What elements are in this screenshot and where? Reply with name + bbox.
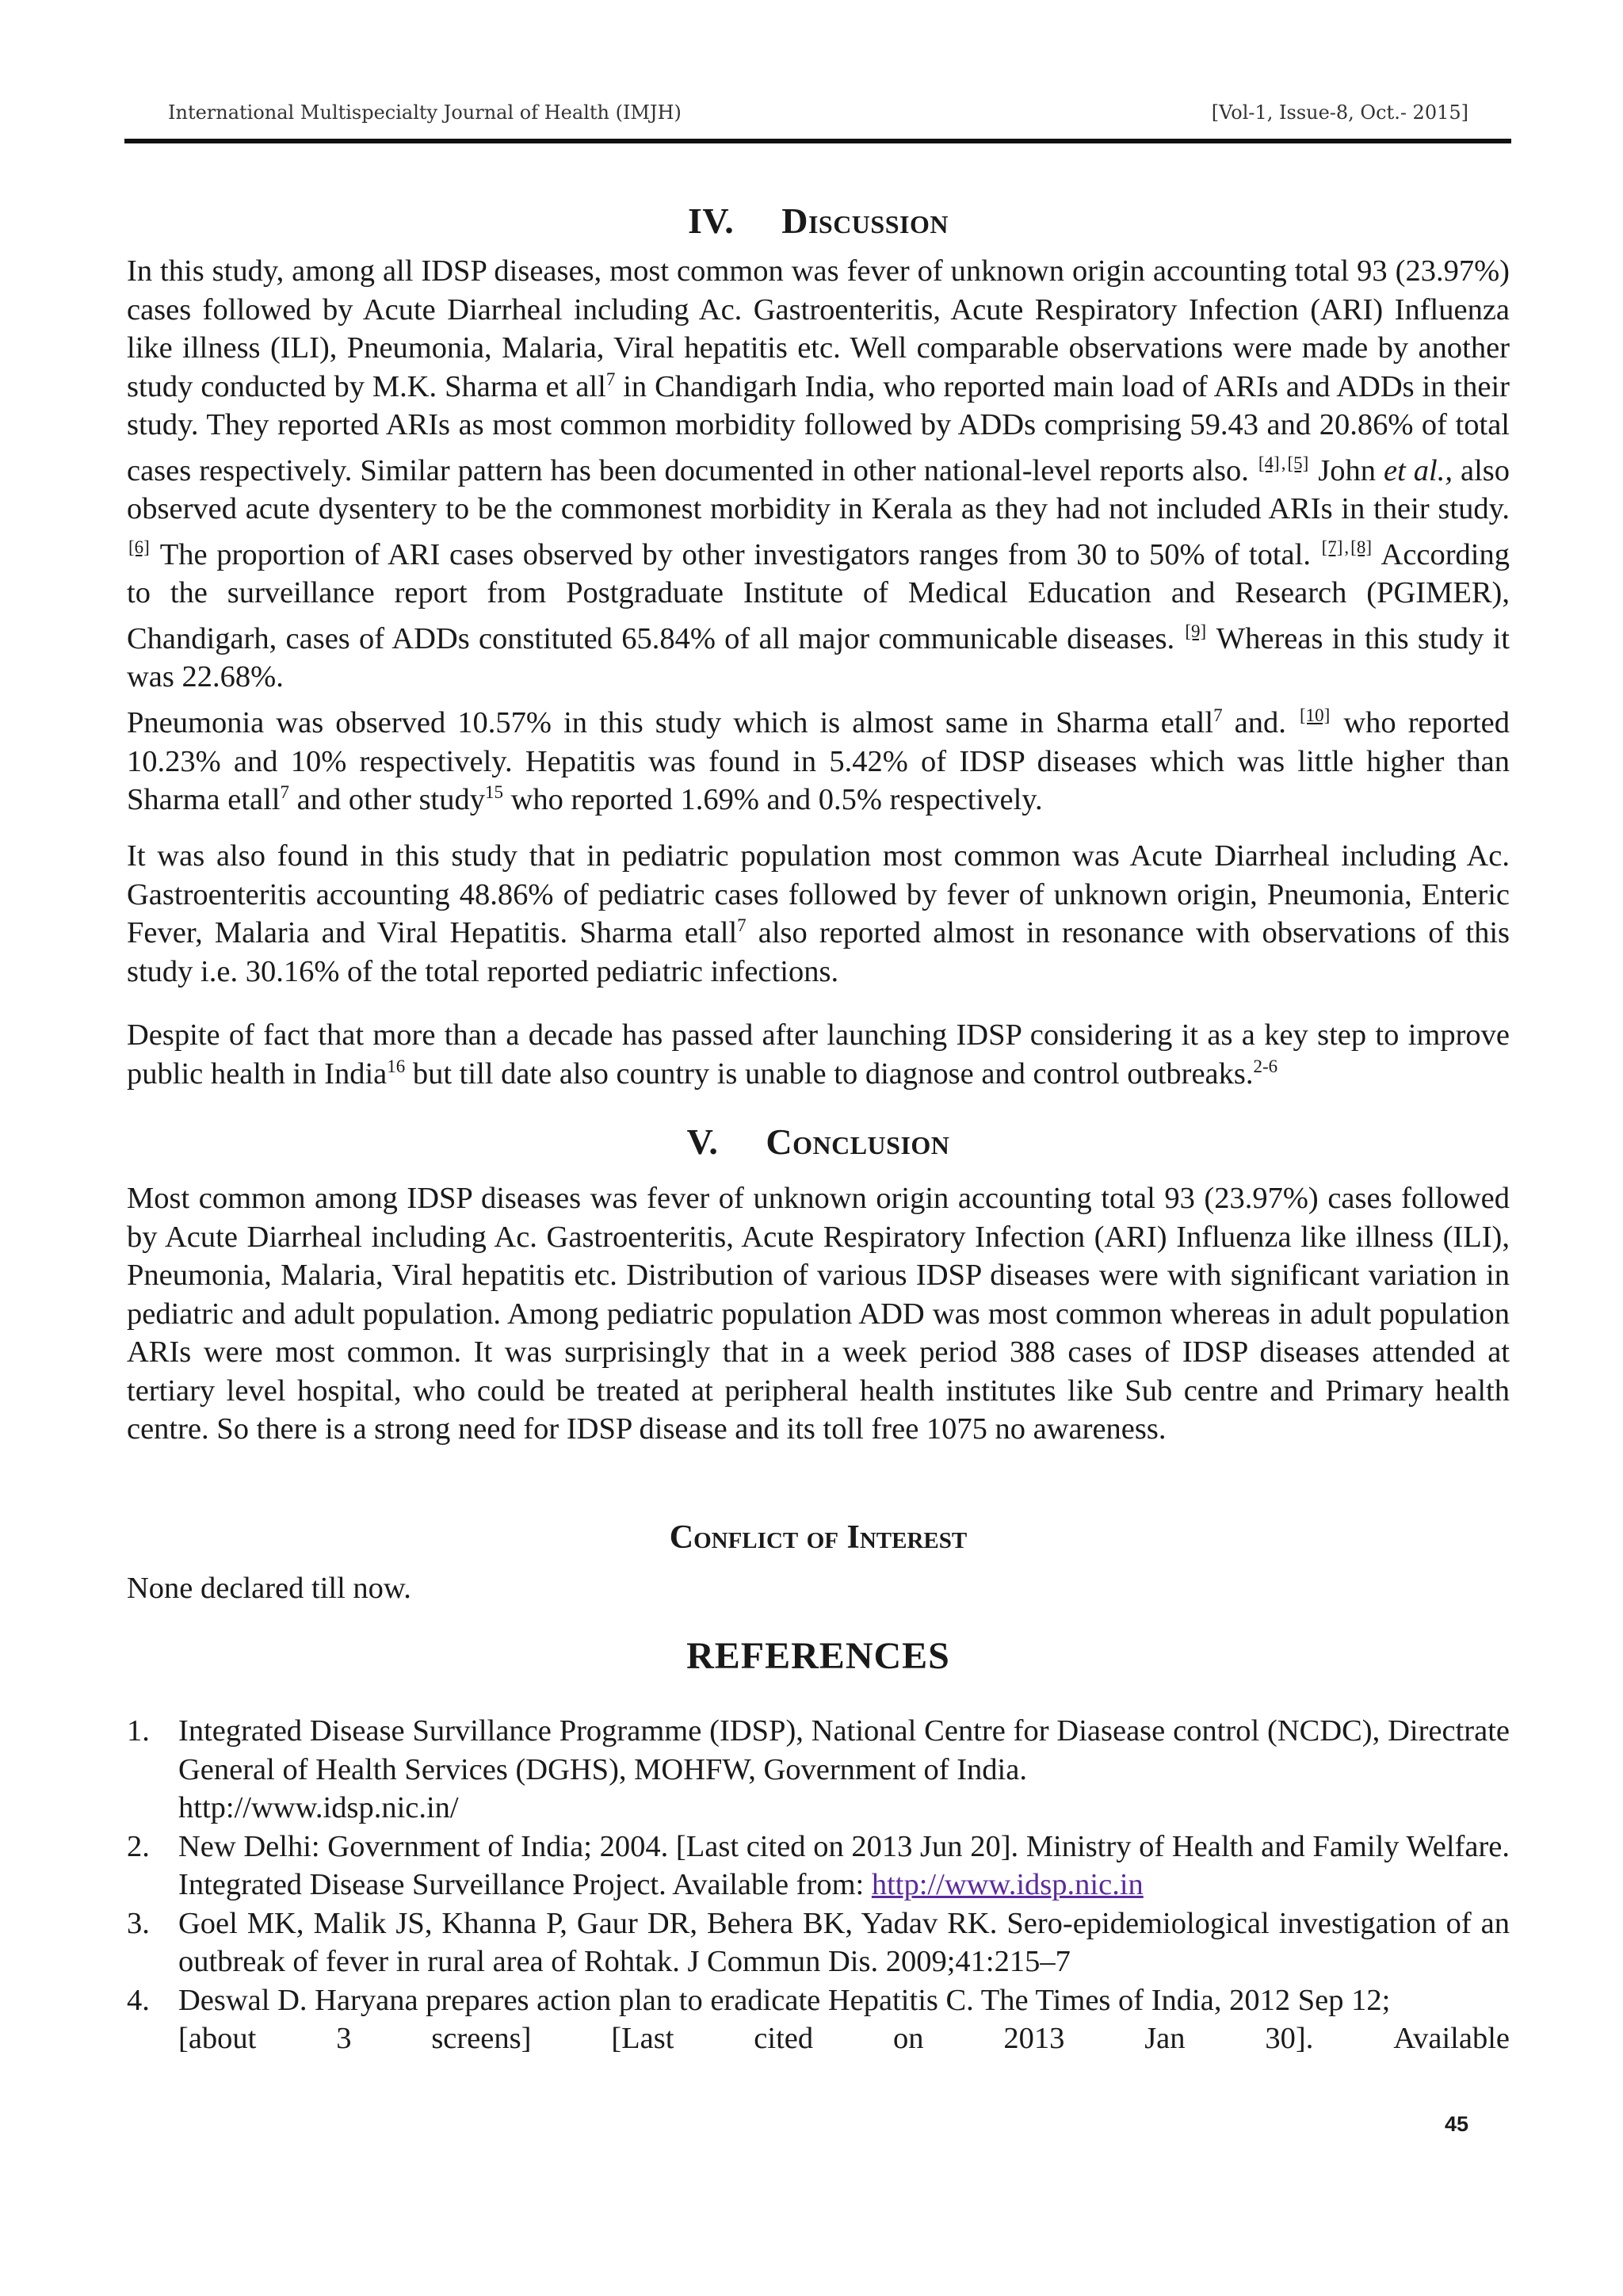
discussion-number: IV. (688, 201, 735, 241)
discussion-paragraph-4: Despite of fact that more than a decade has passed after launching IDSP considering it as a key step to improve public health in India$^{16}$ but till date also country is unable to diagnose and control outbreaks.$^{2-6}$ (127, 1018, 1510, 1091)
paper-page (127, 0, 1510, 2296)
header-rule (124, 139, 1511, 143)
citation-link[interactable]: [8] (1350, 537, 1372, 557)
citation-link[interactable]: [5] (1287, 453, 1309, 473)
discussion-paragraph-3: It was also found in this study that in pediatric population most common was Acute Diarrheal including Ac. Gastroenteritis accounting 48.86% of pediatric cases followed by fever of unknown origin, Pneumonia, Enteric Fever, Malaria and Viral Hepatitis. Sharma etall$^7$ also reported almost in resonance with observations of this study i.e. 30.16% of the total reported pediatric infections. (127, 839, 1510, 988)
discussion-heading (127, 200, 1510, 242)
running-header (127, 101, 1510, 139)
conclusion-title: Conclusion (766, 1121, 950, 1162)
citation-link[interactable]: [9] (1185, 621, 1207, 641)
discussion-title: Discussion (781, 201, 949, 241)
references-list (127, 1712, 1510, 2058)
conflict-heading: Conflict of Interest (669, 1519, 968, 1556)
citation-link[interactable]: [4] (1258, 453, 1280, 473)
reference-url: http://www.idsp.nic.in/ (178, 1791, 459, 1824)
journal-name: International Multispecialty Journal of Health (IMJH) (168, 101, 682, 124)
issue-info: [Vol-1, Issue-8, Oct.- 2015] (1211, 101, 1468, 124)
reference-item: 4. Deswal D. Haryana prepares action plan to eradicate Hepatitis C. The Times of India, 2012 Sep 12; [about 3 screens] [Last cited on 2013 Jan 30]. Available (127, 1981, 1510, 2058)
reference-item: 1. Integrated Disease Survillance Programme (IDSP), National Centre for Diasease control (NCDC), Directrate General of Health Services (DGHS), MOHFW, Government of India. http://www.idsp.nic.in/ (127, 1714, 1510, 1824)
conclusion-paragraph: Most common among IDSP diseases was fever of unknown origin accounting total 93 (23.97%) cases followed by Acute Diarrheal including Ac. Gastroenteritis, Acute Respiratory Infection (ARI) Influenza like illness (ILI), Pneumonia, Malaria, Viral hepatitis etc. Distribution of various IDSP diseases were with significant variation in pediatric and adult population. Among pediatric population ADD was most common whereas in adult population ARIs were most common. It was surprisingly that in a week period 388 cases of IDSP diseases attended at tertiary level hospital, who could be treated at peripheral health institutes like Sub centre and Primary health centre. So there is a strong need for IDSP disease and its toll free 1075 no awareness. (127, 1182, 1510, 1446)
discussion-paragraph-2: Pneumonia was observed 10.57% in this study which is almost same in Sharma etall$^7$ and. [10] who reported 10.23% and 10% respectively. Hepatitis was found in 5.42% of IDSP diseases which was little higher than Sharma etall$^7$ and other study$^{15}$ who reported 1.69% and 0.5% respectively. (127, 705, 1510, 816)
references-heading: REFERENCES (686, 1635, 950, 1677)
discussion-paragraph-1: In this study, among all IDSP diseases, most common was fever of unknown origin accounting total 93 (23.97%) cases followed by Acute Diarrheal including Ac. Gastroenteritis, Acute Respiratory Infection (ARI) Influenza like illness (ILI), Pneumonia, Malaria, Viral hepatitis etc. Well comparable observations were made by another study conducted by M.K. Sharma et all$^7$ in Chandigarh India, who reported main load of ARIs and ADDs in their study. They reported ARIs as most common morbidity followed by ADDs comprising 59.43 and 20.86% of total cases respectively. Similar pattern has been documented in other national-level reports also. [4],[5] John et al., also observed acute dysentery to be the commonest morbidity in Kerala as they had not included ARIs in their study. [6] The proportion of ARI cases observed by other investigators ranges from 30 to 50% of total. [7],[8] According to the surveillance report from Postgraduate Institute of Medical Education and Research (PGIMER), Chandigarh, cases of ADDs constituted 65.84% of all major communicable diseases. [9] Whereas in this study it was 22.68%. (127, 254, 1510, 693)
reference-item: 2. New Delhi: Government of India; 2004. [Last cited on 2013 Jun 20]. Ministry of Health and Family Welfare. Integrated Disease Surveillance Project. Available from: http://www.idsp.nic.in (127, 1829, 1510, 1901)
page-number: 45 (1444, 2112, 1468, 2136)
conclusion-number: V. (686, 1121, 719, 1162)
reference-item: 3. Goel MK, Malik JS, Khanna P, Gaur DR, Behera BK, Yadav RK. Sero-epidemiological investigation of an outbreak of fever in rural area of Rohtak. J Commun Dis. 2009;41:215–7 (127, 1906, 1510, 1978)
conclusion-heading (127, 1121, 1510, 1163)
reference-link[interactable]: http://www.idsp.nic.in (871, 1868, 1144, 1901)
citation-link[interactable]: [6] (128, 537, 150, 557)
citation-link[interactable]: [10] (1299, 705, 1331, 725)
reference-spread-line: [about 3 screens] [Last cited on 2013 Jan 30]. Available (178, 2022, 1510, 2055)
citation-link[interactable]: [7] (1321, 537, 1343, 557)
conflict-text: None declared till now. (127, 1572, 411, 1605)
